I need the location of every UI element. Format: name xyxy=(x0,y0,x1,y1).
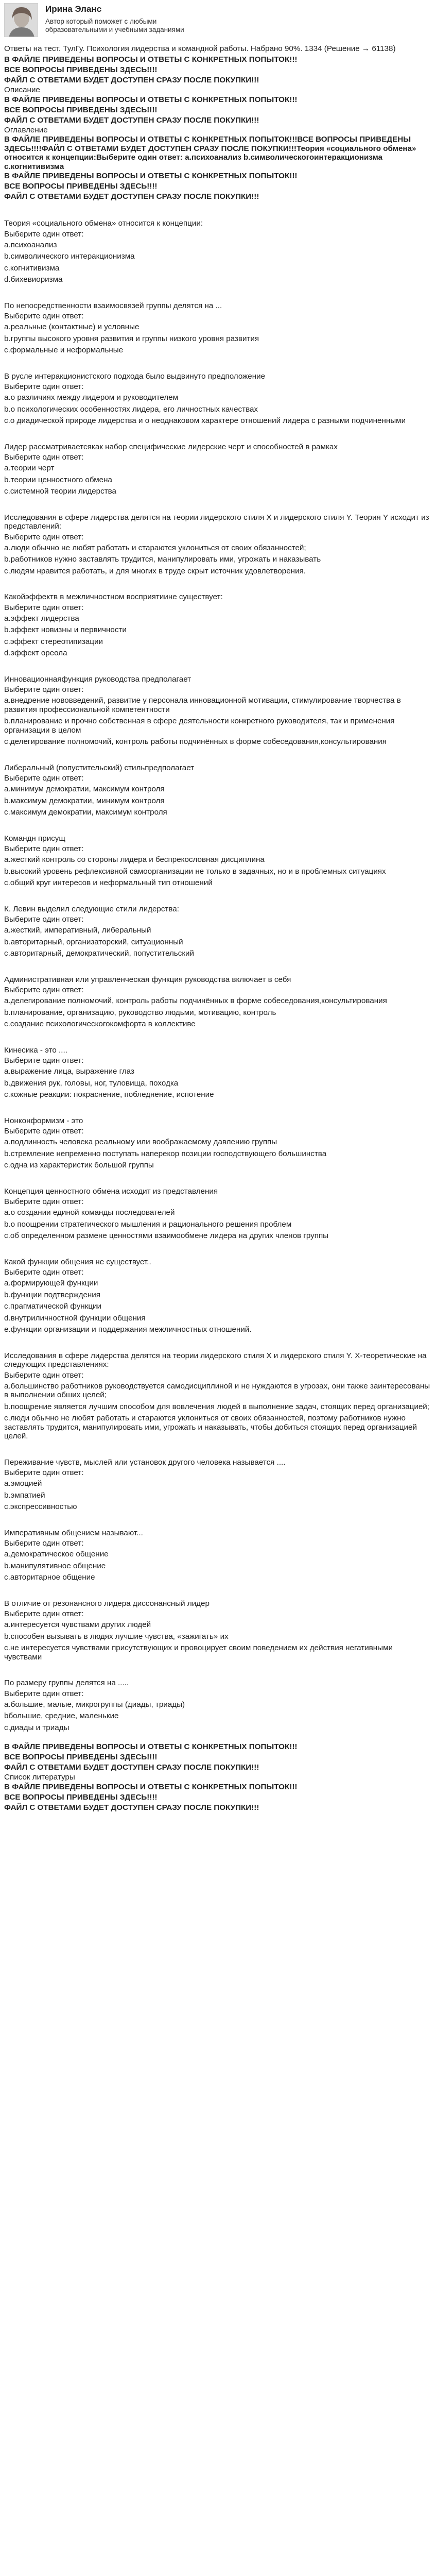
author-info xyxy=(45,3,184,34)
answer-option: c.экспрессивностью xyxy=(4,1502,77,1511)
author-avatar[interactable] xyxy=(4,3,38,37)
answer-option: c.делегирование полномочий, контроль работы подчинённых в форме собеседования,консультирования xyxy=(4,737,387,746)
answer-option: b.группы высокого уровня развития и группы низкого уровня развития xyxy=(4,334,259,343)
answer-option: c.кожные реакции: покраснение, побледнение, испотение xyxy=(4,1090,214,1099)
body-notice-all: ВСЕ ВОПРОСЫ ПРИВЕДЕНЫ ЗДЕСЬ!!!! xyxy=(4,182,158,191)
question-block xyxy=(4,905,432,958)
answer-option: с.диады и триады xyxy=(4,1723,69,1732)
answer-option: bбольшие, средние, маленькие xyxy=(4,1711,119,1720)
answer-option: a.психоанализ xyxy=(4,240,57,249)
answer-option: a.жесткий контроль со стороны лидера и беспрекословная дисциплина xyxy=(4,855,265,864)
answer-option: b.поощрение является лучшим способом для вовлечения людей в выполнение задач, стоящих перед организацией; xyxy=(4,1402,430,1411)
answer-option: a.интересуется чувствами других людей xyxy=(4,1620,151,1629)
answer-option: c.об определенном размене ценностями взаимообмене лидера на других членов группы xyxy=(4,1231,329,1240)
answer-prompt: Выберите один ответ: xyxy=(4,382,84,391)
question-text: По непосредственности взаимосвязей группы делятся на ... xyxy=(4,301,222,310)
answer-option: c.общий круг интересов и неформальный тип отношений xyxy=(4,878,213,887)
questions-list xyxy=(4,219,432,1732)
answer-prompt: Выберите один ответ: xyxy=(4,532,84,541)
footer-notice-all: ВСЕ ВОПРОСЫ ПРИВЕДЕНЫ ЗДЕСЬ!!!! xyxy=(4,1753,158,1761)
answer-option: c.авторитарный, демократический, попустительский xyxy=(4,949,194,958)
answer-prompt: Выберите один ответ: xyxy=(4,915,84,924)
answer-option: b.теории ценностного обмена xyxy=(4,475,112,484)
answer-prompt: Выберите один ответ: xyxy=(4,1468,84,1477)
question-block xyxy=(4,219,432,284)
answer-option: b.функции подтверждения xyxy=(4,1290,101,1299)
answer-option: a.формирующей функции xyxy=(4,1279,98,1287)
literature-notice-all: ВСЕ ВОПРОСЫ ПРИВЕДЕНЫ ЗДЕСЬ!!!! xyxy=(4,1793,158,1802)
answer-option: a.большие, малые, микрогруппы (диады, триады) xyxy=(4,1700,185,1709)
answer-option: b.авторитарный, организаторский, ситуационный xyxy=(4,937,183,946)
answer-option: b.о психологических особенностях лидера, его личностных качествах xyxy=(4,404,258,414)
answer-option: c.когнитивизма xyxy=(4,263,60,273)
question-text: Какойэффектв в межличностном восприятиинe существует: xyxy=(4,592,223,601)
question-text: К. Левин выделил следующие стили лидерства: xyxy=(4,904,179,913)
answer-option: c.людям нравится работать, и для многих в труде скрыт источник удовлетворения. xyxy=(4,566,306,575)
answer-option: a.эмоцией xyxy=(4,1479,42,1488)
question-block xyxy=(4,1458,432,1512)
answer-option: a.внедрение нововведений, развитие у персонала инновационной мотивации, стимулирование творчества в развития профессиональной компетентности xyxy=(4,696,401,714)
question-block xyxy=(4,1351,432,1441)
question-text: Административная или управленческая функция руководства включает в себя xyxy=(4,975,291,984)
answer-option: b.максимум демократии, минимум контроля xyxy=(4,796,165,805)
literature-notice-availability: ФАЙЛ С ОТВЕТАМИ БУДЕТ ДОСТУПЕН СРАЗУ ПОСЛЕ ПОКУПКИ!!! xyxy=(4,1803,259,1812)
page-title: Ответы на тест. ТулГу. Психология лидерства и командной работы. Набрано 90%. 1334 (Решение → 61138) xyxy=(4,44,396,53)
description-notice-all: ВСЕ ВОПРОСЫ ПРИВЕДЕНЫ ЗДЕСЬ!!!! xyxy=(4,106,158,114)
answer-option: c.не интересуется чувствами присутствующих и провоцирует своим поведением их действия негативными чувствами xyxy=(4,1643,393,1662)
answer-prompt: Выберите один ответ: xyxy=(4,603,84,612)
question-block xyxy=(4,592,432,658)
answer-prompt: Выберите один ответ: xyxy=(4,312,84,320)
answer-option: a.большинство работников руководствуется самодисциплиной и не нуждаются в угрозах, они также заинтересованы в выполнении обших целей; xyxy=(4,1381,430,1399)
question-block xyxy=(4,675,432,747)
author-description: Автор который поможет с любыми образовательными и учебными заданиями xyxy=(45,18,184,33)
avatar-photo-icon xyxy=(5,4,38,37)
answer-option: d.бихевиоризма xyxy=(4,275,63,284)
question-text: Какой функции общения не существует.. xyxy=(4,1257,151,1266)
answer-option: a.делегирование полномочий, контроль работы подчинённых в форме собеседования,консультирования xyxy=(4,996,387,1005)
answer-option: a.жесткий, императивный, либеральный xyxy=(4,926,151,935)
question-text: Командн присущ xyxy=(4,834,65,843)
body-notice-main: В ФАЙЛЕ ПРИВЕДЕНЫ ВОПРОСЫ И ОТВЕТЫ С КОНКРЕТНЫХ ПОПЫТОК!!! xyxy=(4,172,298,180)
footer-notice-availability: ФАЙЛ С ОТВЕТАМИ БУДЕТ ДОСТУПЕН СРАЗУ ПОСЛЕ ПОКУПКИ!!! xyxy=(4,1763,259,1772)
question-text: Нонконформизм - это xyxy=(4,1116,83,1125)
answer-option: b.планирование, организацию, руководство людьми, мотивацию, контроль xyxy=(4,1008,276,1017)
question-text: Теория «социального обмена» относится к концепции: xyxy=(4,219,203,228)
contents-text: В ФАЙЛЕ ПРИВЕДЕНЫ ВОПРОСЫ И ОТВЕТЫ С КОНКРЕТНЫХ ПОПЫТОК!!!ВСЕ ВОПРОСЫ ПРИВЕДЕНЫ ЗДЕСЬ!!!!ФАЙЛ С ОТВЕТАМИ БУДЕТ ДОСТУПЕН СРАЗУ ПОСЛЕ ПОКУПКИ!!!Теория «социального обмена» относится к концепции:Выберите один ответ: a.психоанализ b.символическогоинтеракционизма c.когнитивизма xyxy=(4,135,416,171)
answer-option: a.минимум демократии, максимум контроля xyxy=(4,785,165,793)
answer-prompt: Выберите один ответ: xyxy=(4,1609,84,1618)
description-notice-availability: ФАЙЛ С ОТВЕТАМИ БУДЕТ ДОСТУПЕН СРАЗУ ПОСЛЕ ПОКУПКИ!!! xyxy=(4,116,259,125)
answer-option: c.создание психологическогокомфорта в коллективе xyxy=(4,1020,196,1028)
footer-notice-main: В ФАЙЛЕ ПРИВЕДЕНЫ ВОПРОСЫ И ОТВЕТЫ С КОНКРЕТНЫХ ПОПЫТОК!!! xyxy=(4,1742,298,1751)
notice-main: В ФАЙЛЕ ПРИВЕДЕНЫ ВОПРОСЫ И ОТВЕТЫ С КОНКРЕТНЫХ ПОПЫТОК!!! xyxy=(4,55,298,64)
answer-option: a.выражение лица, выражение глаз xyxy=(4,1067,134,1076)
question-block xyxy=(4,1529,432,1582)
answer-prompt: Выберите один ответ: xyxy=(4,1268,84,1277)
answer-option: c.максимум демократии, максимум контроля xyxy=(4,808,167,817)
contents-label: Оглавление xyxy=(4,126,48,134)
answer-option: a.подлинность человека реальному или воображаемому давлению группы xyxy=(4,1138,277,1146)
question-block xyxy=(4,372,432,426)
question-block xyxy=(4,834,432,888)
question-block xyxy=(4,1116,432,1170)
question-block xyxy=(4,301,432,355)
author-name[interactable]: Ирина Эланс xyxy=(45,4,102,14)
answer-option: b.манипулятивное общение xyxy=(4,1561,106,1570)
question-block xyxy=(4,513,432,576)
notice-all: ВСЕ ВОПРОСЫ ПРИВЕДЕНЫ ЗДЕСЬ!!!! xyxy=(4,65,158,74)
answer-option: d.эффект ореола xyxy=(4,649,67,657)
literature-label: Список литературы xyxy=(4,1773,75,1782)
answer-option: b.символического интеракционизма xyxy=(4,252,135,261)
answer-option: b.высокий уровень рефлексивной самоорганизации не только в задачных, но и в проблемных ситуациях xyxy=(4,867,386,876)
question-text: Инновационнаяфункция руководства предполагает xyxy=(4,674,191,684)
answer-prompt: Выберите один ответ: xyxy=(4,453,84,462)
answer-prompt: Выберите один ответ: xyxy=(4,1056,84,1065)
answer-prompt: Выберите один ответ: xyxy=(4,685,84,694)
question-block xyxy=(4,1046,432,1099)
answer-option: d.внутриличностной функции общения xyxy=(4,1313,146,1323)
question-text: Лидер рассматриваетсякак набор специфические лидерские черт и способностей в рамках xyxy=(4,442,338,451)
question-block xyxy=(4,1258,432,1334)
answer-option: b.движения рук, головы, ног, туловища, походка xyxy=(4,1078,179,1088)
author-card xyxy=(4,3,432,44)
question-text: Концепция ценностного обмена исходит из представления xyxy=(4,1187,218,1196)
answer-prompt: Выберите один ответ: xyxy=(4,1127,84,1136)
question-text: В русле интеракционистского подхода было выдвинуто предположение xyxy=(4,371,266,381)
question-text: По размеру группы делятся на ..... xyxy=(4,1679,129,1687)
question-block xyxy=(4,1187,432,1241)
answer-option: a.реальные (контактные) и условные xyxy=(4,323,139,331)
answer-option: b.о поощрении стратегического мышления и рационального решения проблем xyxy=(4,1219,292,1229)
answer-prompt: Выберите один ответ: xyxy=(4,1689,84,1698)
answer-option: c.системной теории лидерства xyxy=(4,487,117,496)
answer-option: c.авторитарное общение xyxy=(4,1573,95,1582)
answer-prompt: Выберите один ответ: xyxy=(4,1539,84,1548)
answer-prompt: Выберите один ответ: xyxy=(4,1370,84,1380)
description-notice-main: В ФАЙЛЕ ПРИВЕДЕНЫ ВОПРОСЫ И ОТВЕТЫ С КОНКРЕТНЫХ ПОПЫТОК!!! xyxy=(4,95,298,104)
answer-option: a.о создании единой команды последователей xyxy=(4,1208,175,1217)
answer-option: b.эмпатией xyxy=(4,1490,45,1500)
question-text: Кинесика - это .... xyxy=(4,1045,67,1055)
answer-option: c.о диадической природе лидерства и о неоднаковом характере отношений лидера с разными подчиненными xyxy=(4,416,406,425)
question-text: Императивным общением называют... xyxy=(4,1528,143,1537)
answer-prompt: Выберите один ответ: xyxy=(4,229,84,239)
question-text: Исследования в сфере лидерства делятся на теории лидерского стиля X и лидерского стиля Y. X-теоретические на следующих представлениях: xyxy=(4,1351,427,1369)
answer-prompt: Выберите один ответ: xyxy=(4,774,84,783)
question-text: Либеральный (попустительский) стильпредполагает xyxy=(4,763,195,772)
answer-option: c.формальные и неформальные xyxy=(4,346,124,354)
answer-prompt: Выберите один ответ: xyxy=(4,986,84,994)
notice-availability: ФАЙЛ С ОТВЕТАМИ БУДЕТ ДОСТУПЕН СРАЗУ ПОСЛЕ ПОКУПКИ!!! xyxy=(4,76,259,84)
question-block xyxy=(4,443,432,496)
answer-option: b.стремление непременно поступать наперекор позиции господствующего большинства xyxy=(4,1149,327,1158)
question-text: Исследования в сфере лидерства делятся на теории лидерского стиля X и лидерского стиля Y. Теория Y исходит из представлений: xyxy=(4,513,429,531)
question-block xyxy=(4,1599,432,1662)
question-text: Переживание чувств, мыслей или установок другого человека называется .... xyxy=(4,1458,286,1467)
answer-option: c.эффект стереотипизации xyxy=(4,637,103,646)
body-notice-availability: ФАЙЛ С ОТВЕТАМИ БУДЕТ ДОСТУПЕН СРАЗУ ПОСЛЕ ПОКУПКИ!!! xyxy=(4,192,259,201)
answer-option: b.эффект новизны и первичности xyxy=(4,625,127,634)
description-label: Описание xyxy=(4,86,40,94)
answer-option: b.работников нужно заставлять трудится, манипулировать ими, угрожать и наказывать xyxy=(4,555,321,564)
question-block xyxy=(4,975,432,1029)
answer-option: e.функции организации и поддержания межличностных отношений. xyxy=(4,1325,252,1334)
answer-option: a.демократическое общение xyxy=(4,1550,109,1558)
answer-prompt: Выберите один ответ: xyxy=(4,1197,84,1206)
answer-option: b.способен вызывать в людях лучшие чувства, «зажигать» их xyxy=(4,1632,229,1641)
answer-option: a.теории черт xyxy=(4,464,55,472)
answer-prompt: Выберите один ответ: xyxy=(4,844,84,853)
answer-option: c.одна из характеристик большой группы xyxy=(4,1161,154,1170)
question-block xyxy=(4,764,432,817)
question-text: В отличие от резонансного лидера диссонансный лидер xyxy=(4,1599,210,1608)
answer-option: b.планирование и прочно собственная в сфере деятельности конкретного руководителя, так и применения организации в целом xyxy=(4,717,395,735)
answer-option: a.о различиях между лидером и руководителем xyxy=(4,393,179,402)
answer-option: c.прагматической функции xyxy=(4,1302,101,1311)
answer-option: a.люди обычно не любят работать и стараются уклониться от своих обязанностей; xyxy=(4,543,306,552)
answer-option: a.эффект лидерства xyxy=(4,614,79,623)
question-block xyxy=(4,1679,432,1732)
literature-notice-main: В ФАЙЛЕ ПРИВЕДЕНЫ ВОПРОСЫ И ОТВЕТЫ С КОНКРЕТНЫХ ПОПЫТОК!!! xyxy=(4,1783,298,1791)
answer-option: c.люди обычно не любят работать и стараются уклониться от своих обязанностей, поэтому работников нужно заставлять трудится, манипулировать ими, угрожать и наказывать, чтобы добиться стоящих перед организацией целей. xyxy=(4,1414,417,1440)
